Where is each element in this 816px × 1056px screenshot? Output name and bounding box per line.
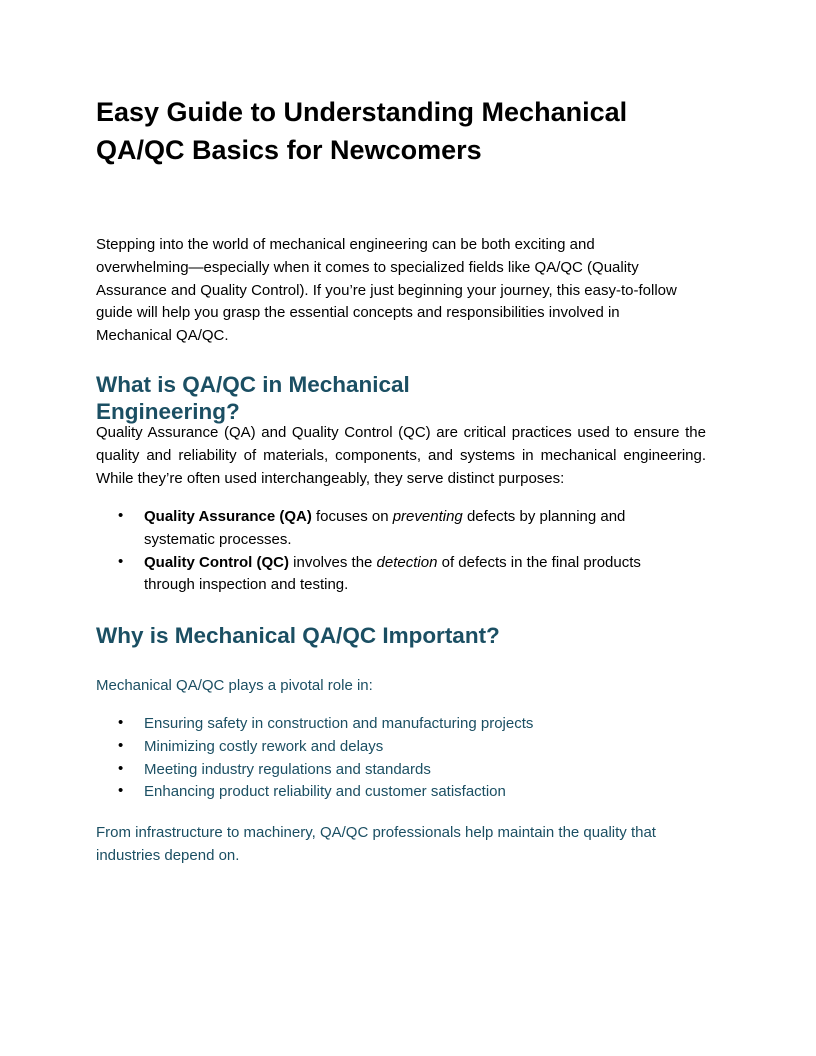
qaqc-definition-paragraph: Quality Assurance (QA) and Quality Control (QC) are critical practices used to ensure the quality and reliability of materials, components, and systems in mechanical engineering. While they’re often used interchangeably, they serve distinct purposes: <box>96 424 706 487</box>
bullet-icon: • <box>118 759 124 777</box>
list-item <box>96 736 696 759</box>
list-item <box>96 759 696 782</box>
list-item <box>96 506 686 552</box>
intro-paragraph: Stepping into the world of mechanical engineering can be both exciting and overwhelming—especially when it comes to specialized fields like QA/QC (Quality Assurance and Quality Control). If you’re just beginning your journey, this easy-to-follow guide will help you grasp the essential concepts and responsibilities involved in Mechanical QA/QC. <box>96 236 677 345</box>
text: Enhancing product reliability and customer satisfaction <box>144 783 506 801</box>
list-item <box>96 713 696 736</box>
page-title: Easy Guide to Understanding Mechanical QA/QC Basics for Newcomers <box>96 97 628 165</box>
bullet-icon: • <box>118 552 124 570</box>
list-item <box>96 552 686 598</box>
list-item <box>96 781 696 804</box>
bullet-icon: • <box>118 782 124 800</box>
section-heading-why-important: Why is Mechanical QA/QC Important? <box>96 623 500 648</box>
bullet-icon: • <box>118 714 124 731</box>
bullet-icon: • <box>118 736 124 754</box>
text: involves the <box>289 553 377 571</box>
term: Quality Control (QC) <box>144 553 289 571</box>
text: defects by planning and systematic processes. <box>144 508 626 548</box>
qa-qc-bullet-list <box>96 506 686 597</box>
text: focuses on <box>311 508 393 525</box>
text: Ensuring safety in construction and manufacturing projects <box>144 715 534 732</box>
importance-bullet-list <box>96 713 696 804</box>
bullet-icon: • <box>118 507 124 524</box>
term: Quality Assurance (QA) <box>144 508 312 525</box>
emphasis: detection <box>376 553 438 571</box>
emphasis: preventing <box>392 508 463 525</box>
text: Meeting industry regulations and standards <box>144 760 431 778</box>
text: Minimizing costly rework and delays <box>144 737 384 755</box>
section-heading-what-is-qaqc: What is QA/QC in Mechanical Engineering? <box>96 372 410 424</box>
importance-intro: Mechanical QA/QC plays a pivotal role in: <box>96 677 373 694</box>
closing-paragraph: From infrastructure to machinery, QA/QC professionals help maintain the quality that industries depend on. <box>96 824 656 864</box>
text: of defects in the final products through inspection and testing. <box>144 553 641 594</box>
